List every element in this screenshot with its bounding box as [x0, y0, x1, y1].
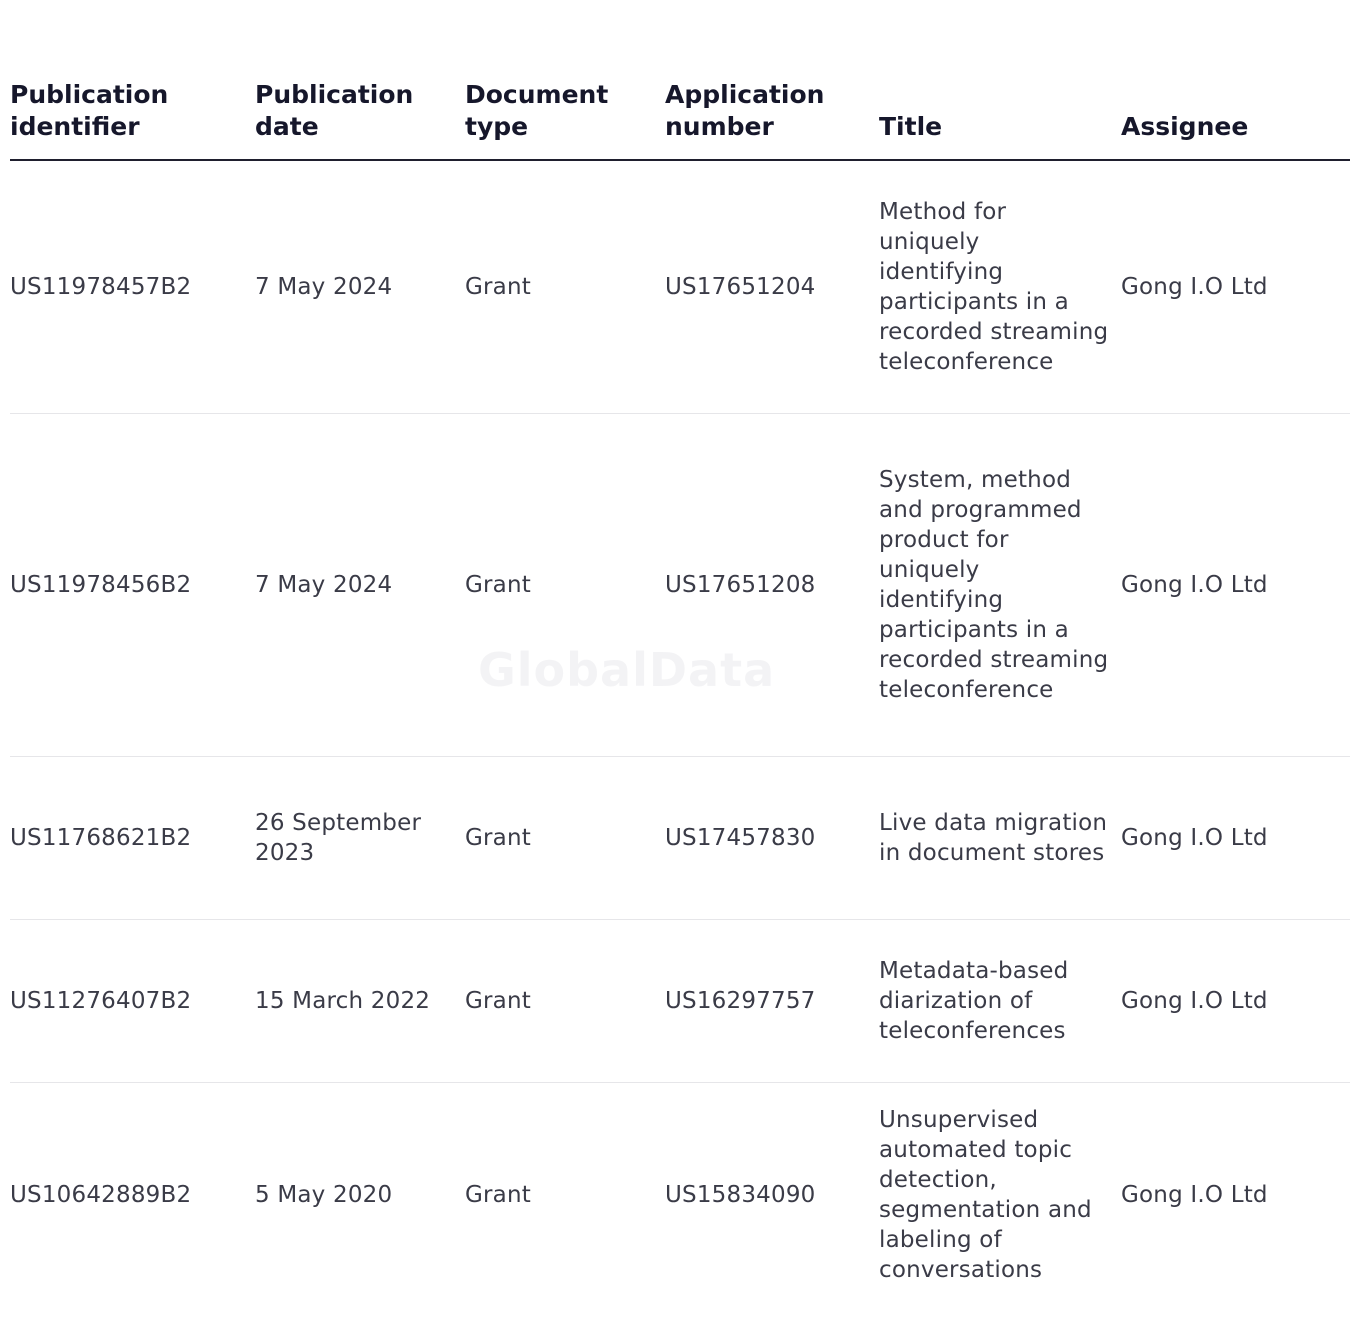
cell-document-type: Grant — [465, 757, 665, 920]
cell-application-number: US16297757 — [665, 920, 879, 1083]
cell-assignee: Gong I.O Ltd — [1121, 757, 1350, 920]
cell-document-type: Grant — [465, 414, 665, 757]
cell-document-type: Grant — [465, 160, 665, 414]
table-row — [10, 757, 1350, 920]
cell-publication-date: 26 September 2023 — [255, 757, 465, 920]
cell-document-type: Grant — [465, 920, 665, 1083]
header-publication-date: Publication date — [255, 0, 465, 160]
table-row — [10, 1083, 1350, 1308]
cell-title: Unsupervised automated topic detection, segmentation and labeling of conversations — [879, 1107, 1092, 1283]
patent-table — [10, 0, 1350, 1307]
cell-document-type: Grant — [465, 1182, 531, 1208]
cell-assignee: Gong I.O Ltd — [1121, 160, 1350, 414]
cell-publication-date: 5 May 2020 — [255, 1182, 393, 1208]
cell-application-number: US17651208 — [665, 414, 879, 757]
globaldata-watermark: GlobalData — [478, 643, 776, 697]
cell-application-number: US17457830 — [665, 757, 879, 920]
cell-application-number: US15834090 — [665, 1182, 816, 1208]
header-publication-identifier: Publication identifier — [10, 0, 255, 160]
table-header — [10, 0, 1350, 160]
cell-publication-date: 15 March 2022 — [255, 920, 465, 1083]
header-application-number: Application number — [665, 0, 879, 160]
patent-table-container — [10, 0, 1268, 1340]
cell-publication-identifier: US11978457B2 — [10, 160, 255, 414]
table-row — [10, 920, 1350, 1083]
cell-assignee: Gong I.O Ltd — [1121, 920, 1350, 1083]
header-title: Title — [879, 0, 1121, 160]
cell-publication-identifier: US11978456B2 — [10, 414, 255, 757]
cell-assignee: Gong I.O Ltd — [1121, 414, 1350, 757]
cell-publication-identifier: US11768621B2 — [10, 757, 255, 920]
header-assignee: Assignee — [1121, 0, 1350, 160]
header-document-type: Document type — [465, 0, 665, 160]
cell-publication-date: 7 May 2024 — [255, 160, 465, 414]
header-row — [10, 0, 1350, 160]
cell-title: Metadata-based diarization of teleconferences — [879, 920, 1121, 1083]
cell-title: Live data migration in document stores — [879, 757, 1121, 920]
cell-assignee: Gong I.O Ltd — [1121, 1182, 1268, 1208]
table-row — [10, 160, 1350, 414]
table-row — [10, 414, 1350, 757]
cell-publication-date: 7 May 2024 — [255, 414, 465, 757]
table-body — [10, 160, 1350, 1307]
cell-publication-identifier: US10642889B2 — [10, 1182, 192, 1208]
cell-title: Method for uniquely identifying participants in a recorded streaming teleconference — [879, 160, 1121, 414]
cell-publication-identifier: US11276407B2 — [10, 920, 255, 1083]
cell-application-number: US17651204 — [665, 160, 879, 414]
cell-title: System, method and programmed product for uniquely identifying participants in a recorded streaming teleconference — [879, 414, 1121, 757]
